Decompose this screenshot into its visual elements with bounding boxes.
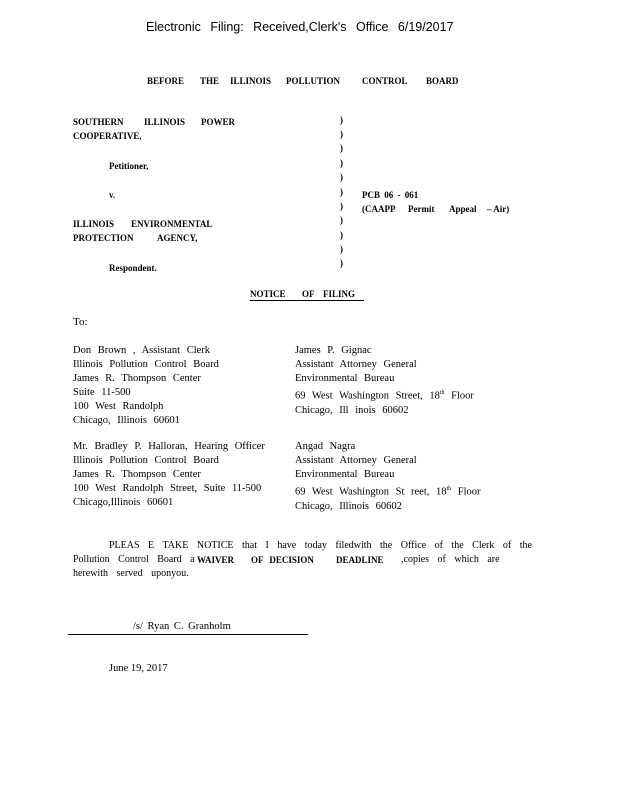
respondent-name: AGENCY, (157, 233, 198, 243)
caption-bracket: ) (340, 172, 343, 182)
address-line: Chicago, Illinois 60602 (295, 500, 402, 512)
body-bold-term: WAIVER (197, 555, 235, 565)
heading-word: BOARD (426, 76, 459, 86)
address-line: Assistant Attorney General (295, 359, 417, 370)
efiling-stamp: Electronic Filing: Received,Clerk's Office 6/19/2017 (146, 20, 454, 34)
body-line: ,copies of which are (401, 554, 500, 565)
address-line: 100 West Randolph Street, Suite 11-500 (73, 483, 262, 494)
superscript: th (446, 486, 452, 492)
heading-word: CONTROL (362, 76, 408, 86)
notice-title: OF (302, 289, 315, 299)
address-line (295, 386, 474, 404)
notice-title: FILING (323, 289, 356, 299)
caption-bracket: ) (340, 244, 343, 254)
address-line-text: Floor (451, 486, 481, 498)
address-line: Mr. Bradley P. Halloran, Hearing Officer (73, 441, 265, 452)
petitioner-name: SOUTHERN (73, 117, 124, 127)
petitioner-role: Petitioner, (109, 161, 149, 171)
respondent-name: PROTECTION (73, 233, 134, 243)
address-line-text: 69 West Washington St reet, 18 (295, 486, 447, 498)
filing-date: June 19, 2017 (109, 663, 168, 674)
caption-bracket: ) (340, 230, 343, 240)
case-type: Appeal (449, 204, 477, 214)
address-line: Chicago,Illinois 60601 (73, 497, 174, 508)
address-line: Chicago, Ill inois 60602 (295, 404, 409, 416)
body-line: PLEAS E TAKE NOTICE that I have today filedwith the Office of the Clerk of the (109, 540, 532, 551)
address-line: Illinois Pollution Control Board (73, 455, 219, 466)
caption-bracket: ) (340, 129, 343, 139)
recipient-address (73, 344, 219, 428)
caption-bracket: ) (340, 187, 343, 197)
recipient-address (295, 440, 481, 514)
heading-word: ILLINOIS (230, 76, 272, 86)
case-type: – Air) (487, 204, 510, 214)
address-line: Don Brown , Assistant Clerk (73, 345, 211, 356)
address-line-text: Floor (444, 390, 474, 402)
address-line: Assistant Attorney General (295, 455, 417, 466)
signature: /s/ Ryan C. Granholm (133, 621, 231, 632)
case-type: (CAAPP (362, 204, 396, 214)
address-line: James R. Thompson Center (73, 469, 201, 480)
body-line: Pollution Control Board a (73, 554, 195, 565)
body-bold-term: OF DECISION (251, 555, 314, 565)
address-line (295, 482, 481, 500)
petitioner-name: ILLINOIS (144, 117, 186, 127)
caption-bracket: ) (340, 201, 343, 211)
caption-bracket: ) (340, 258, 343, 268)
address-line: Environmental Bureau (295, 469, 395, 480)
versus: v. (109, 190, 116, 200)
caption-bracket: ) (340, 143, 343, 153)
address-line: James R. Thompson Center (73, 373, 201, 384)
petitioner-name: COOPERATIVE, (73, 131, 142, 141)
address-line: Chicago, Illinois 60601 (73, 415, 180, 426)
address-line: Illinois Pollution Control Board (73, 359, 219, 370)
body-line: herewith served uponyou. (73, 568, 189, 579)
body-bold-term: DEADLINE (336, 555, 384, 565)
respondent-name: ILLINOIS (73, 219, 115, 229)
notice-title: NOTICE (250, 289, 286, 299)
to-label: To: (73, 316, 88, 328)
respondent-name: ENVIRONMENTAL (131, 219, 213, 229)
superscript: th (439, 390, 445, 396)
signature-line (68, 634, 308, 635)
address-line: James P. Gignac (295, 345, 372, 356)
address-line: Suite 11-500 (73, 387, 131, 398)
case-type: Permit (408, 204, 435, 214)
caption-bracket: ) (340, 158, 343, 168)
heading-word: THE (200, 76, 220, 86)
recipient-address (295, 344, 474, 418)
address-line: Angad Nagra (295, 441, 356, 452)
caption-bracket: ) (340, 215, 343, 225)
heading-word: POLLUTION (286, 76, 341, 86)
case-number: PCB 06 - 061 (362, 190, 419, 200)
recipient-address (73, 440, 265, 510)
address-line: 100 West Randolph (73, 401, 164, 412)
heading-word: BEFORE (147, 76, 185, 86)
address-line-text: 69 West Washington Street, 18 (295, 390, 440, 402)
caption-bracket: ) (340, 115, 343, 125)
address-line: Environmental Bureau (295, 373, 395, 384)
respondent-role: Respondent. (109, 263, 157, 273)
petitioner-name: POWER (201, 117, 236, 127)
